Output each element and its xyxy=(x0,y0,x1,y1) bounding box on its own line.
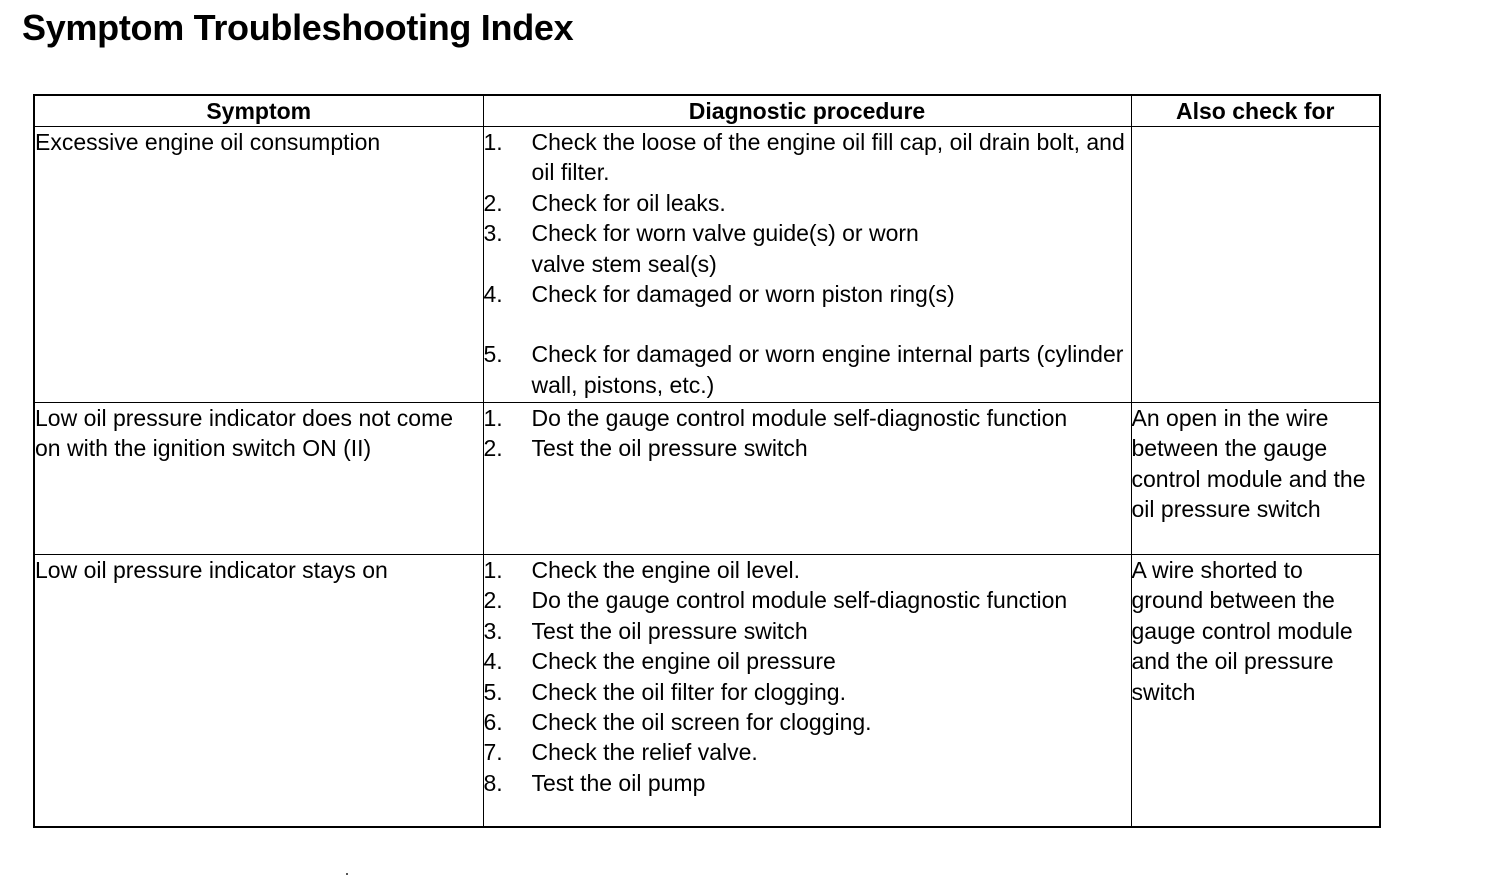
step-number: 7. xyxy=(483,739,503,766)
also-check-cell xyxy=(1131,127,1380,403)
procedure-step xyxy=(484,555,1131,585)
step-number: 3. xyxy=(483,220,503,247)
procedure-step xyxy=(484,433,1131,463)
step-number: 6. xyxy=(483,709,503,736)
step-number: 2. xyxy=(483,189,503,216)
step-number: 4. xyxy=(483,281,503,308)
step-text: Test the oil pressure switch xyxy=(531,435,808,462)
step-text: Check for damaged or worn piston ring(s) xyxy=(531,281,955,308)
step-number: 2. xyxy=(483,435,503,462)
procedure-cell xyxy=(483,127,1131,403)
step-number: 1. xyxy=(483,557,503,583)
step-text: Check for damaged or worn engine internal parts (cylinder wall, pistons, etc.) xyxy=(531,341,1124,398)
step-number: 5. xyxy=(483,678,503,705)
also-check-cell: A wire shorted to ground between the gauge control module and the oil pressure switch xyxy=(1131,555,1380,828)
step-number: 5. xyxy=(483,341,503,368)
step-text: Do the gauge control module self-diagnostic function xyxy=(531,587,1068,614)
procedure-step xyxy=(484,585,1131,615)
procedure-step xyxy=(484,218,1131,279)
procedure-steps xyxy=(484,403,1131,464)
step-text: Check the loose of the engine oil fill cap, oil drain bolt, and oil filter. xyxy=(531,129,1125,186)
symptom-cell: Low oil pressure indicator stays on xyxy=(34,555,483,828)
procedure-step xyxy=(484,188,1131,218)
symptom-cell: Excessive engine oil consumption xyxy=(34,127,483,403)
procedure-step xyxy=(484,339,1131,400)
procedure-step xyxy=(484,677,1131,707)
troubleshooting-table xyxy=(33,94,1381,828)
table-row xyxy=(34,403,1380,555)
step-text: Check the engine oil pressure xyxy=(531,648,836,675)
procedure-step xyxy=(484,707,1131,737)
step-number: 4. xyxy=(483,648,503,675)
column-header-symptom: Symptom xyxy=(34,95,483,127)
procedure-step xyxy=(484,127,1131,188)
step-number: 3. xyxy=(483,617,503,644)
step-number: 2. xyxy=(483,587,503,614)
procedure-step xyxy=(484,737,1131,767)
scan-speck xyxy=(346,873,348,875)
table-row xyxy=(34,555,1380,828)
also-check-cell: An open in the wire between the gauge control module and the oil pressure switch xyxy=(1131,403,1380,555)
procedure-step xyxy=(484,768,1131,798)
procedure-step xyxy=(484,279,1131,309)
step-text: Check the oil screen for clogging. xyxy=(531,709,872,736)
step-text: Test the oil pump xyxy=(531,769,706,796)
procedure-step xyxy=(484,646,1131,676)
step-text: Test the oil pressure switch xyxy=(531,617,808,644)
procedure-cell xyxy=(483,403,1131,555)
table-header-row xyxy=(34,95,1380,127)
step-number: 1. xyxy=(483,129,503,155)
step-text: Check the engine oil level. xyxy=(531,557,800,583)
procedure-step xyxy=(484,403,1131,433)
step-text: Do the gauge control module self-diagnostic function xyxy=(531,405,1068,431)
step-number: 8. xyxy=(483,769,503,796)
procedure-steps xyxy=(484,555,1131,798)
table-row xyxy=(34,127,1380,403)
page-title: Symptom Troubleshooting Index xyxy=(22,7,574,48)
procedure-steps xyxy=(484,127,1131,400)
column-header-diagnostic-procedure: Diagnostic procedure xyxy=(483,95,1131,127)
step-text: Check for worn valve guide(s) or worn valve stem seal(s) xyxy=(531,220,919,277)
procedure-cell xyxy=(483,555,1131,828)
symptom-cell: Low oil pressure indicator does not come on with the ignition switch ON (II) xyxy=(34,403,483,555)
step-text: Check the oil filter for clogging. xyxy=(531,678,846,705)
step-text: Check the relief valve. xyxy=(531,739,758,766)
procedure-step xyxy=(484,616,1131,646)
step-number: 1. xyxy=(483,405,503,431)
step-text: Check for oil leaks. xyxy=(531,189,726,216)
column-header-also-check-for: Also check for xyxy=(1131,95,1380,127)
